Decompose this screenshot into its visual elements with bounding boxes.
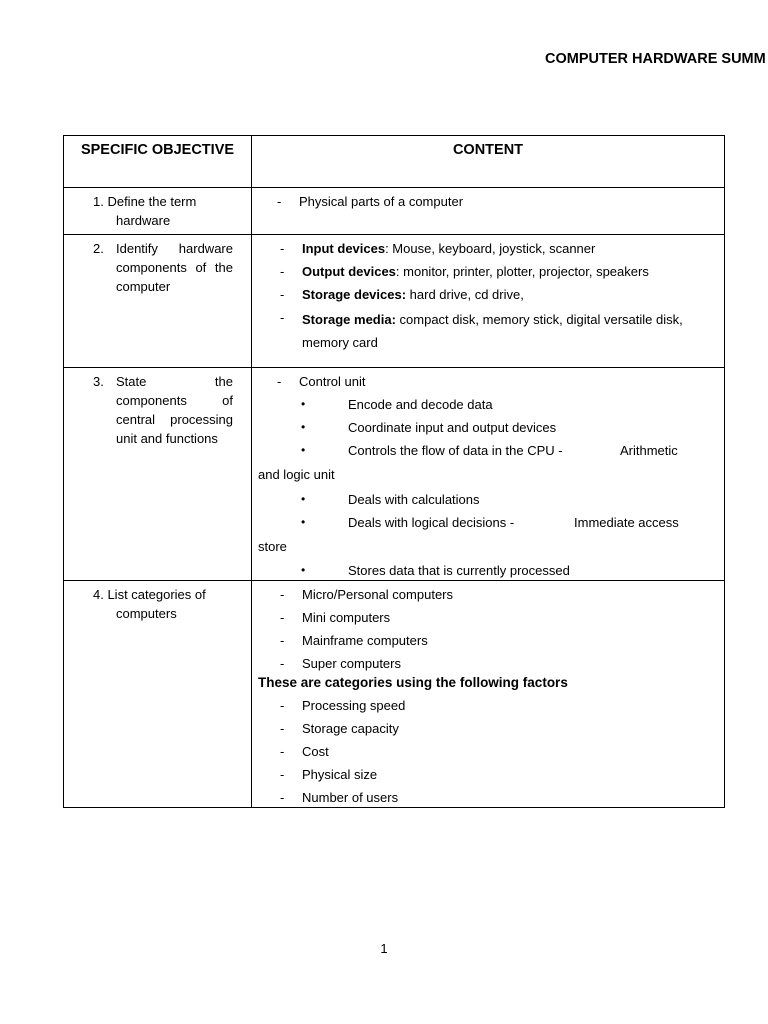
content-cell xyxy=(252,581,725,808)
item-detail: compact disk, memory stick, digital versatile disk, memory card xyxy=(302,312,683,350)
list-item xyxy=(252,788,724,807)
section-label: and logic unit xyxy=(258,467,335,482)
wrapped-text xyxy=(252,464,724,490)
objective-text: Identify hardware components of the computer xyxy=(116,241,233,294)
list-item-text: Control unit xyxy=(299,374,366,389)
specific-objective-header: SPECIFIC OBJECTIVE xyxy=(64,136,252,188)
list-item-text: Physical size xyxy=(302,767,378,782)
objective-cell xyxy=(64,368,252,581)
bullet-item xyxy=(252,395,724,418)
bullet-marker: • xyxy=(301,492,306,506)
list-item-text: Storage capacity xyxy=(302,721,399,736)
dash-marker: - xyxy=(280,610,285,625)
list-item xyxy=(252,585,724,608)
bullet-text: Coordinate input and output devices xyxy=(348,420,557,435)
dash-marker: - xyxy=(280,264,285,279)
list-item xyxy=(252,239,724,262)
summary-table xyxy=(63,135,725,808)
content-cell xyxy=(252,188,725,235)
table-row xyxy=(64,581,725,808)
content-cell xyxy=(252,235,725,368)
objective-number: 2. xyxy=(93,241,104,256)
bullet-marker: • xyxy=(301,420,306,434)
list-item xyxy=(252,308,724,354)
table-row xyxy=(64,188,725,235)
list-item-text: Super computers xyxy=(302,656,401,671)
list-item xyxy=(252,192,724,215)
list-item-text: Micro/Personal computers xyxy=(302,587,453,602)
list-item xyxy=(252,285,724,308)
list-item xyxy=(252,654,724,673)
objective-cell xyxy=(64,188,252,235)
list-item xyxy=(252,742,724,765)
item-term: Storage devices: xyxy=(302,287,407,302)
dash-marker: - xyxy=(280,633,285,648)
item-term: Output devices xyxy=(302,264,396,279)
list-item-text: Number of users xyxy=(302,790,399,805)
table-header-row xyxy=(64,136,725,188)
table-row xyxy=(64,235,725,368)
bullet-marker: • xyxy=(301,443,306,457)
bullet-item xyxy=(252,441,724,464)
list-item-text: Physical parts of a computer xyxy=(299,194,464,209)
page-number: 1 xyxy=(380,941,388,956)
item-detail: hard drive, cd drive, xyxy=(406,287,524,302)
item-detail: : monitor, printer, plotter, projector, speakers xyxy=(395,264,649,279)
dash-marker: - xyxy=(277,194,282,209)
bullet-text: Stores data that is currently processed xyxy=(348,563,570,578)
list-item-text: Mainframe computers xyxy=(302,633,428,648)
bullet-item xyxy=(252,418,724,441)
bullet-text: Encode and decode data xyxy=(348,397,493,412)
objective-cell xyxy=(64,581,252,808)
list-item-text: Processing speed xyxy=(302,698,406,713)
section-label: store xyxy=(258,539,287,554)
dash-marker: - xyxy=(280,744,285,759)
content-header: CONTENT xyxy=(252,136,725,188)
item-term: Storage media: xyxy=(302,312,396,327)
bullet-text: Deals with calculations xyxy=(348,492,480,507)
list-item xyxy=(252,262,724,285)
list-item-text: Cost xyxy=(302,744,329,759)
factors-heading: These are categories using the following factors xyxy=(258,675,568,690)
objective-number: 3. xyxy=(93,374,104,389)
dash-marker: - xyxy=(280,698,285,713)
dash-marker: - xyxy=(277,374,282,389)
list-item xyxy=(252,631,724,654)
list-item xyxy=(252,696,724,719)
dash-marker: - xyxy=(280,721,285,736)
bullet-item xyxy=(252,490,724,513)
bullet-item xyxy=(252,561,724,580)
section-label: Immediate access xyxy=(574,515,679,530)
dash-marker: - xyxy=(280,790,285,805)
objective-text: State the components of central processing unit and functions xyxy=(116,374,233,446)
table-row xyxy=(64,368,725,581)
list-item xyxy=(252,372,724,395)
dash-marker: - xyxy=(280,241,285,256)
bullet-marker: • xyxy=(301,397,306,411)
bullet-text: Deals with logical decisions - xyxy=(348,515,515,530)
dash-marker: - xyxy=(280,587,285,602)
objective-cell xyxy=(64,235,252,368)
objective-text: 1. Define the term hardware xyxy=(93,194,197,228)
section-label: Arithmetic xyxy=(620,443,678,458)
dash-marker: - xyxy=(280,287,285,302)
list-item xyxy=(252,608,724,631)
bullet-marker: • xyxy=(301,515,306,529)
bullet-marker: • xyxy=(301,563,306,577)
wrapped-text xyxy=(252,536,724,561)
list-item xyxy=(252,719,724,742)
list-item-text: Mini computers xyxy=(302,610,391,625)
dash-marker: - xyxy=(280,656,285,671)
list-item xyxy=(252,765,724,788)
bullet-text: Controls the flow of data in the CPU - xyxy=(348,443,563,458)
document-header-title: COMPUTER HARDWARE SUMM xyxy=(545,51,766,67)
dash-marker: - xyxy=(280,767,285,782)
content-cell xyxy=(252,368,725,581)
objective-text: 4. List categories of computers xyxy=(93,587,206,621)
item-term: Input devices xyxy=(302,241,386,256)
dash-marker: - xyxy=(280,310,285,325)
bullet-item xyxy=(252,513,724,536)
item-detail: : Mouse, keyboard, joystick, scanner xyxy=(385,241,596,256)
